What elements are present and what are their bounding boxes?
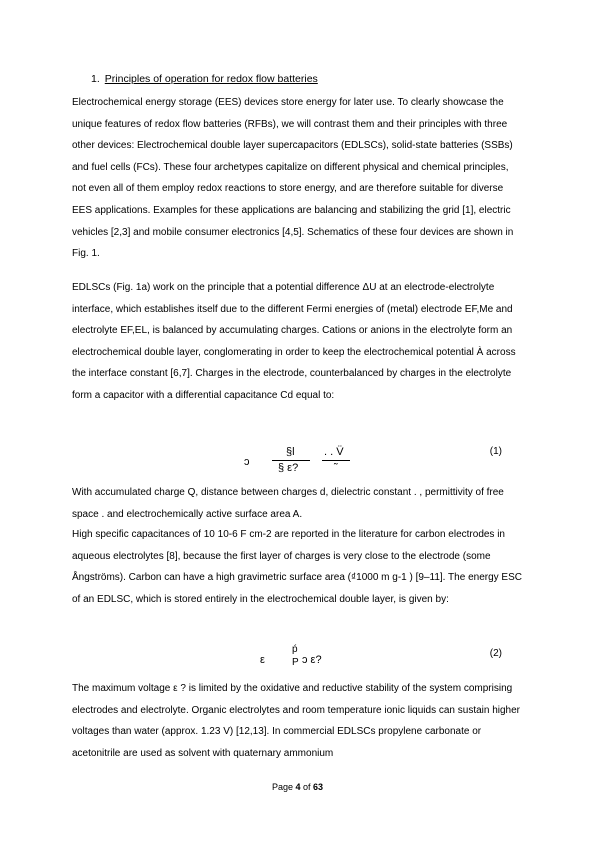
edlsc-paragraph: EDLSCs (Fig. 1a) work on the principle that a potential difference ΔU at an electrode-electrolyte interface, which establishes itself due to the different Fermi energies of (metal) electrode EF,Me and electrolyte EF,EL, is balanced by accumulating charges. Cations or anions in the electrolyte form an electrochemical double layer, conglomerating in order to keep the electrochemical potential À across the interface constant [6,7]. Charges in the electrode, counterbalanced by charges in the electrolyte form a capacitor with a differential capacitance Cd equal to: — [72, 282, 516, 401]
footer-current-page: 4 — [295, 782, 301, 792]
section-title: Principles of operation for redox flow batteries — [104, 73, 318, 85]
footer-of: of — [300, 782, 314, 792]
equation-1-rhs-denominator: ˜ — [334, 462, 338, 474]
equation-2-label: (2) — [489, 648, 502, 659]
section-number: 1. — [91, 73, 100, 85]
equation-2-fraction-denominator: P — [292, 657, 299, 668]
footer-prefix: Page — [271, 782, 296, 792]
equation-1 — [72, 446, 524, 480]
equation-1-rhs-numerator: . . V̈ — [324, 446, 344, 458]
equation-2-rest: ↄ ε? — [302, 654, 322, 666]
equation-1-lhs: ↄ — [244, 456, 250, 468]
equation-2 — [72, 644, 524, 682]
equation-2-lhs: ε — [260, 654, 265, 666]
capacitance-paragraph: High specific capacitances of 10 10-6 F cm-2 are reported in the literature for carbon electrodes in aqueous electrolytes [8], because the first layer of charges is very close to the electrode (some Ångströms). Carbon can have a high gravimetric surface area (₫1000 m g-1 ) [9–11]. The energy ESC of an EDLSC, which is stored entirely in the electrochemical double layer, is given by: — [72, 529, 522, 605]
variables-paragraph: With accumulated charge Q, distance between charges d, dielectric constant . , permittivity of free space . and electrochemically active surface area A. — [72, 487, 504, 520]
footer-total-pages: 63 — [313, 782, 324, 792]
equation-1-rhs-bar — [322, 460, 350, 461]
page-footer — [0, 782, 595, 792]
equation-1-numerator: §l — [286, 446, 295, 458]
equation-1-label: (1) — [489, 446, 502, 457]
equation-1-denominator: § ε? — [278, 462, 299, 474]
voltage-paragraph: The maximum voltage ε ? is limited by the oxidative and reductive stability of the system comprising electrodes and electrolyte. Organic electrolytes and room temperature ionic liquids can sustain higher voltages than water (approx. 1.23 V) [12,13]. In commercial EDLSCs propylene carbonate or acetonitrile are used as solvent with quaternary ammonium — [72, 683, 521, 759]
equation-2-fraction-numerator: ṕ — [292, 644, 298, 655]
equation-1-fraction-bar — [272, 460, 310, 461]
intro-paragraph: Electrochemical energy storage (EES) devices store energy for later use. To clearly showcase the unique features of redox flow batteries (RFBs), we will contrast them and their principles with three other devices: Electrochemical double layer supercapacitors (EDLSCs), solid-state batteries (SSBs) and fuel cells (FCs). These four archetypes capitalize on different physical and chemical principles, not even all of them employ redox reactions to store energy, and are therefore suitable for diverse EES applications. Examples for these applications are balancing and stabilizing the grid [1], electric vehicles [2,3] and mobile consumer electronics [4,5]. Schematics of these four devices are shown in Fig. 1. — [72, 97, 514, 260]
section-heading — [91, 73, 318, 85]
